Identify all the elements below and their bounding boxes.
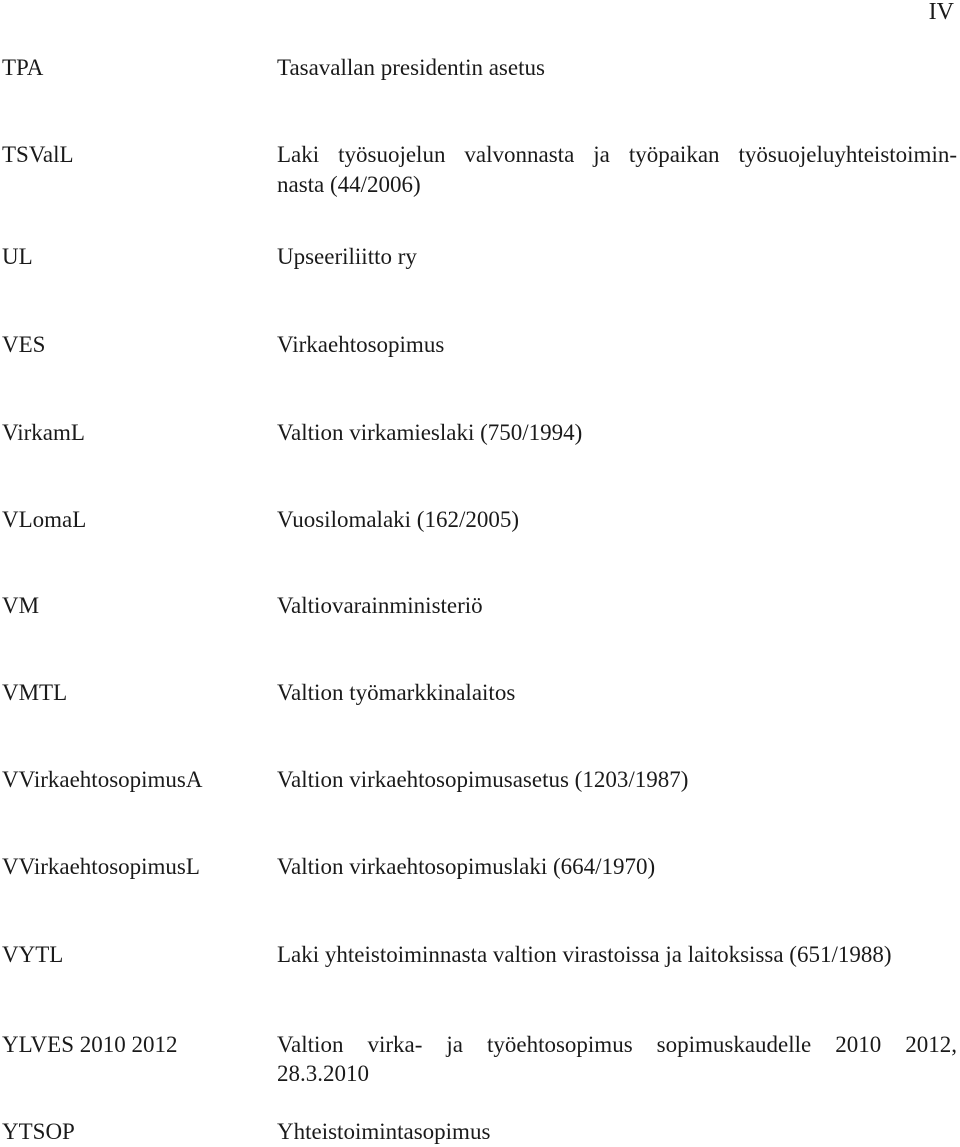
- definition: Valtion virkaehtosopimusasetus (1203/1987): [277, 767, 689, 792]
- definition: Virkaehtosopimus: [277, 332, 445, 357]
- abbreviation: VLomaL: [2, 507, 87, 532]
- definition: Laki työsuojelun valvonnasta ja työpaikan työsuojeluyhteistoimin-: [277, 142, 957, 167]
- abbreviation: VVirkaehtosopimusL: [2, 854, 200, 879]
- definition: Valtion virkaehtosopimuslaki (664/1970): [277, 854, 656, 879]
- definition: Vuosilomalaki (162/2005): [277, 507, 520, 532]
- abbreviation: VirkamL: [2, 420, 85, 445]
- abbreviation: VYTL: [2, 942, 64, 967]
- definition: Valtion työmarkkinalaitos: [277, 680, 516, 705]
- definition: Valtion virkamieslaki (750/1994): [277, 420, 583, 445]
- definition: Yhteistoimintasopimus: [277, 1119, 491, 1144]
- definition: Upseeriliitto ry: [277, 244, 417, 269]
- abbreviation: VM: [2, 593, 40, 618]
- definition-continuation: nasta (44/2006): [277, 172, 421, 197]
- abbreviation: VVirkaehtosopimusA: [2, 767, 203, 792]
- abbreviation: UL: [2, 244, 33, 269]
- definition: Tasavallan presidentin asetus: [277, 55, 545, 80]
- abbreviation: VMTL: [2, 680, 68, 705]
- abbreviation: VES: [2, 332, 46, 357]
- abbreviation: YLVES 2010 2012: [2, 1032, 178, 1057]
- definition: Valtiovarainministeriö: [277, 593, 483, 618]
- abbreviation: TPA: [2, 55, 44, 80]
- abbreviation: TSValL: [2, 142, 74, 167]
- definition: Valtion virka- ja työehtosopimus sopimuskaudelle 2010 2012,: [277, 1032, 957, 1057]
- definition-continuation: 28.3.2010: [277, 1061, 369, 1086]
- page-number: IV: [928, 0, 954, 25]
- definition: Laki yhteistoiminnasta valtion virastoissa ja laitoksissa (651/1988): [277, 942, 892, 967]
- abbreviation: YTSOP: [2, 1119, 75, 1144]
